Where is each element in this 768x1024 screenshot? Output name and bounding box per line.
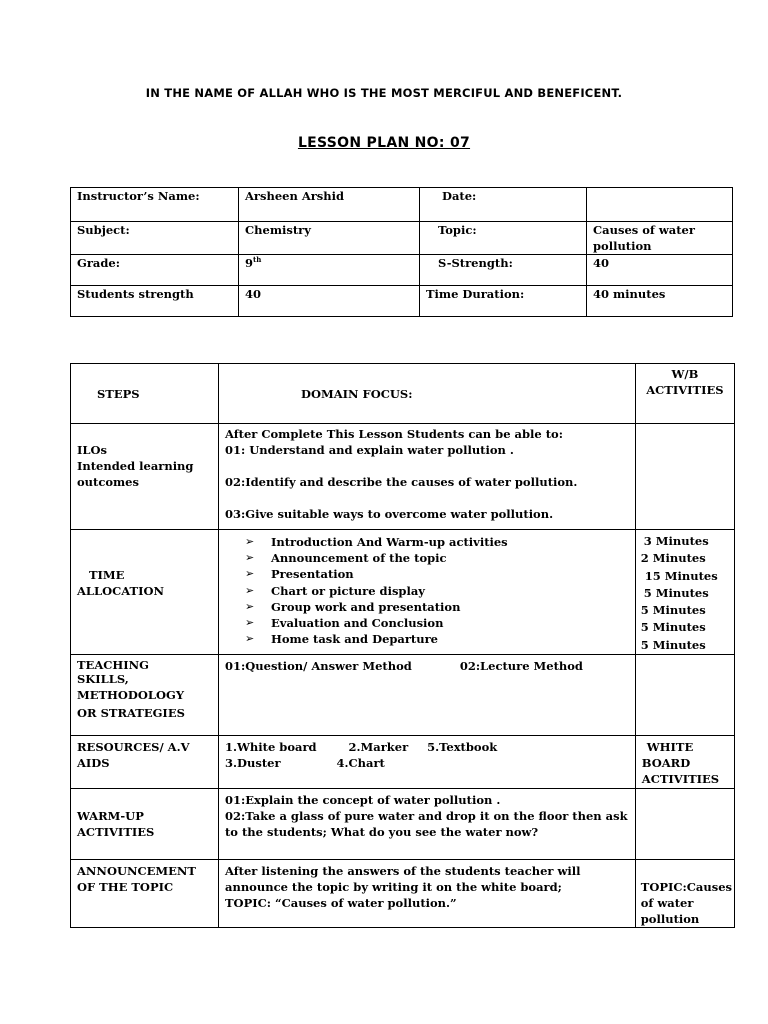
- list-item: [245, 566, 629, 582]
- list-item: [245, 534, 629, 550]
- time-label-line2: ALLOCATION: [77, 584, 165, 598]
- ilos-intro: After Complete This Lesson Students can be able to:: [225, 427, 563, 441]
- list-item: [245, 583, 629, 599]
- ilos-label: [71, 424, 219, 530]
- wb-header-line2: ACTIVITIES: [646, 383, 724, 397]
- wb-activities-header: [635, 364, 734, 424]
- info-row: [71, 222, 733, 255]
- wb-line: ACTIVITIES: [641, 772, 720, 787]
- time-activity: Introduction And Warm-up activities: [271, 535, 508, 549]
- list-item: [245, 615, 629, 631]
- duration-label: Time Duration:: [420, 286, 587, 317]
- time-activity: Presentation: [271, 567, 354, 582]
- minutes-value: 2 Minutes: [640, 551, 706, 566]
- info-row: [71, 255, 733, 286]
- time-activity: Group work and presentation: [271, 599, 461, 614]
- info-row: [71, 188, 733, 222]
- resource-item: 1.White board: [225, 740, 317, 755]
- resource-item: 5.Textbook: [427, 740, 498, 755]
- teaching-label-line2: SKILLS,: [77, 672, 129, 687]
- warmup-activity-1: 01:Explain the concept of water pollution .: [225, 793, 501, 808]
- teaching-label-line4: OR STRATEGIES: [77, 706, 185, 721]
- topic-label: Topic:: [420, 222, 587, 255]
- domain-focus-header: DOMAIN FOCUS:: [219, 364, 636, 424]
- announcement-label-line1: ANNOUNCEMENT: [77, 864, 196, 879]
- wb-line: pollution: [640, 912, 700, 927]
- ilos-wb-cell: [635, 424, 734, 530]
- time-activity-list: [245, 534, 629, 647]
- instructor-label: Instructor’s Name:: [71, 188, 239, 222]
- minutes-value: 5 Minutes: [640, 603, 706, 618]
- warmup-label-line2: ACTIVITIES: [77, 825, 155, 840]
- resource-item: 3.Duster: [225, 756, 281, 771]
- grade-suffix: th: [253, 255, 262, 265]
- announcement-label-line2: OF THE TOPIC: [77, 880, 174, 895]
- warmup-label-line1: WARM-UP: [77, 809, 144, 824]
- time-allocation-label: [71, 530, 219, 655]
- ilos-label-line2: Intended learning outcomes: [77, 459, 194, 489]
- ilo-2: 02:Identify and describe the causes of water pollution.: [225, 475, 578, 489]
- subject-label: Subject:: [71, 222, 239, 255]
- minutes-value: 5 Minutes: [640, 637, 706, 652]
- ilo-3: 03:Give suitable ways to overcome water pollution.: [225, 507, 554, 521]
- time-activity: Announcement of the topic: [271, 551, 447, 566]
- announcement-label: [71, 860, 219, 928]
- lesson-info-table: [70, 187, 733, 317]
- subject-value: Chemistry: [239, 222, 420, 255]
- time-activity: Chart or picture display: [271, 583, 425, 598]
- wb-line: of water: [640, 896, 694, 911]
- grade-label: Grade:: [71, 255, 239, 286]
- resources-line1: [225, 739, 629, 755]
- ilos-row: [71, 424, 735, 530]
- date-value: [587, 188, 733, 222]
- warmup-label: [71, 789, 219, 860]
- warmup-row: [71, 789, 735, 860]
- grade-value: 9: [245, 256, 254, 270]
- bismillah-heading: IN THE NAME OF ALLAH WHO IS THE MOST MERCIFUL AND BENEFICENT.: [145, 86, 623, 100]
- announcement-wb-cell: [635, 860, 734, 928]
- info-row: [71, 286, 733, 317]
- ilo-1: 01: Understand and explain water pollution .: [225, 443, 514, 457]
- minutes-value: 15 Minutes: [644, 568, 718, 583]
- topic-value: Causes of water pollution: [587, 222, 733, 255]
- minutes-value: 3 Minutes: [643, 534, 709, 548]
- wb-line: WHITE: [646, 740, 694, 755]
- minutes-value: 5 Minutes: [643, 585, 709, 600]
- warmup-activity-2: 02:Take a glass of pure water and drop it on the floor then ask to the students; What do you see the water now?: [225, 809, 628, 840]
- arrow-bullet-icon: ➢: [245, 599, 255, 613]
- resource-item: 2.Marker: [348, 740, 409, 755]
- resources-row: [71, 736, 735, 789]
- grade-value-cell: [239, 255, 420, 286]
- arrow-bullet-icon: ➢: [245, 551, 255, 565]
- teaching-label-line1: TEACHING: [77, 658, 149, 673]
- teaching-row: [71, 655, 735, 736]
- announcement-row: [71, 860, 735, 928]
- wb-line: TOPIC:Causes: [640, 880, 732, 895]
- announcement-content: [219, 860, 636, 928]
- lesson-plan-title: LESSON PLAN NO: 07: [297, 135, 471, 151]
- time-activity: Home task and Departure: [271, 632, 438, 647]
- list-item: [245, 550, 629, 566]
- wb-line: BOARD: [641, 756, 691, 771]
- method-1: 01:Question/ Answer Method: [225, 659, 412, 674]
- students-strength-label: Students strength: [71, 286, 239, 317]
- wb-header-line1: W/B: [671, 367, 699, 381]
- teaching-wb-cell: [635, 655, 734, 736]
- time-minutes: [635, 530, 734, 655]
- arrow-bullet-icon: ➢: [245, 616, 255, 630]
- plan-header-row: [71, 364, 735, 424]
- resources-list: [219, 736, 636, 789]
- sstrength-value: 40: [587, 255, 733, 286]
- resources-wb-cell: [635, 736, 734, 789]
- resources-label: RESOURCES/ A.V AIDS: [71, 736, 219, 789]
- date-label: Date:: [420, 188, 587, 222]
- teaching-label-line3: METHODOLOGY: [77, 688, 185, 703]
- arrow-bullet-icon: ➢: [245, 567, 255, 581]
- arrow-bullet-icon: ➢: [245, 632, 255, 646]
- ilos-label-line1: ILOs: [77, 443, 107, 457]
- method-2: 02:Lecture Method: [459, 659, 583, 674]
- announcement-topic: TOPIC: “Causes of water pollution.”: [225, 896, 457, 911]
- time-activity: Evaluation and Conclusion: [271, 616, 444, 631]
- time-allocation-row: [71, 530, 735, 655]
- resources-line2: [225, 755, 629, 771]
- students-strength-value: 40: [239, 286, 420, 317]
- minutes-value: 5 Minutes: [640, 620, 706, 635]
- arrow-bullet-icon: ➢: [245, 583, 255, 597]
- ilos-content: [219, 424, 636, 530]
- steps-header: STEPS: [71, 364, 219, 424]
- list-item: [245, 631, 629, 647]
- time-label-line1: TIME: [89, 568, 125, 582]
- warmup-wb-cell: [635, 789, 734, 860]
- duration-value: 40 minutes: [587, 286, 733, 317]
- sstrength-label: S-Strength:: [420, 255, 587, 286]
- resource-item: 4.Chart: [336, 756, 385, 771]
- time-activities: [219, 530, 636, 655]
- teaching-label: [71, 655, 219, 736]
- warmup-content: [219, 789, 636, 860]
- list-item: [245, 599, 629, 615]
- instructor-value: Arsheen Arshid: [239, 188, 420, 222]
- teaching-methods: [219, 655, 636, 736]
- announcement-text: After listening the answers of the students teacher will announce the topic by writing it on the white board;: [225, 864, 581, 895]
- lesson-plan-table: [70, 363, 735, 928]
- arrow-bullet-icon: ➢: [245, 535, 255, 548]
